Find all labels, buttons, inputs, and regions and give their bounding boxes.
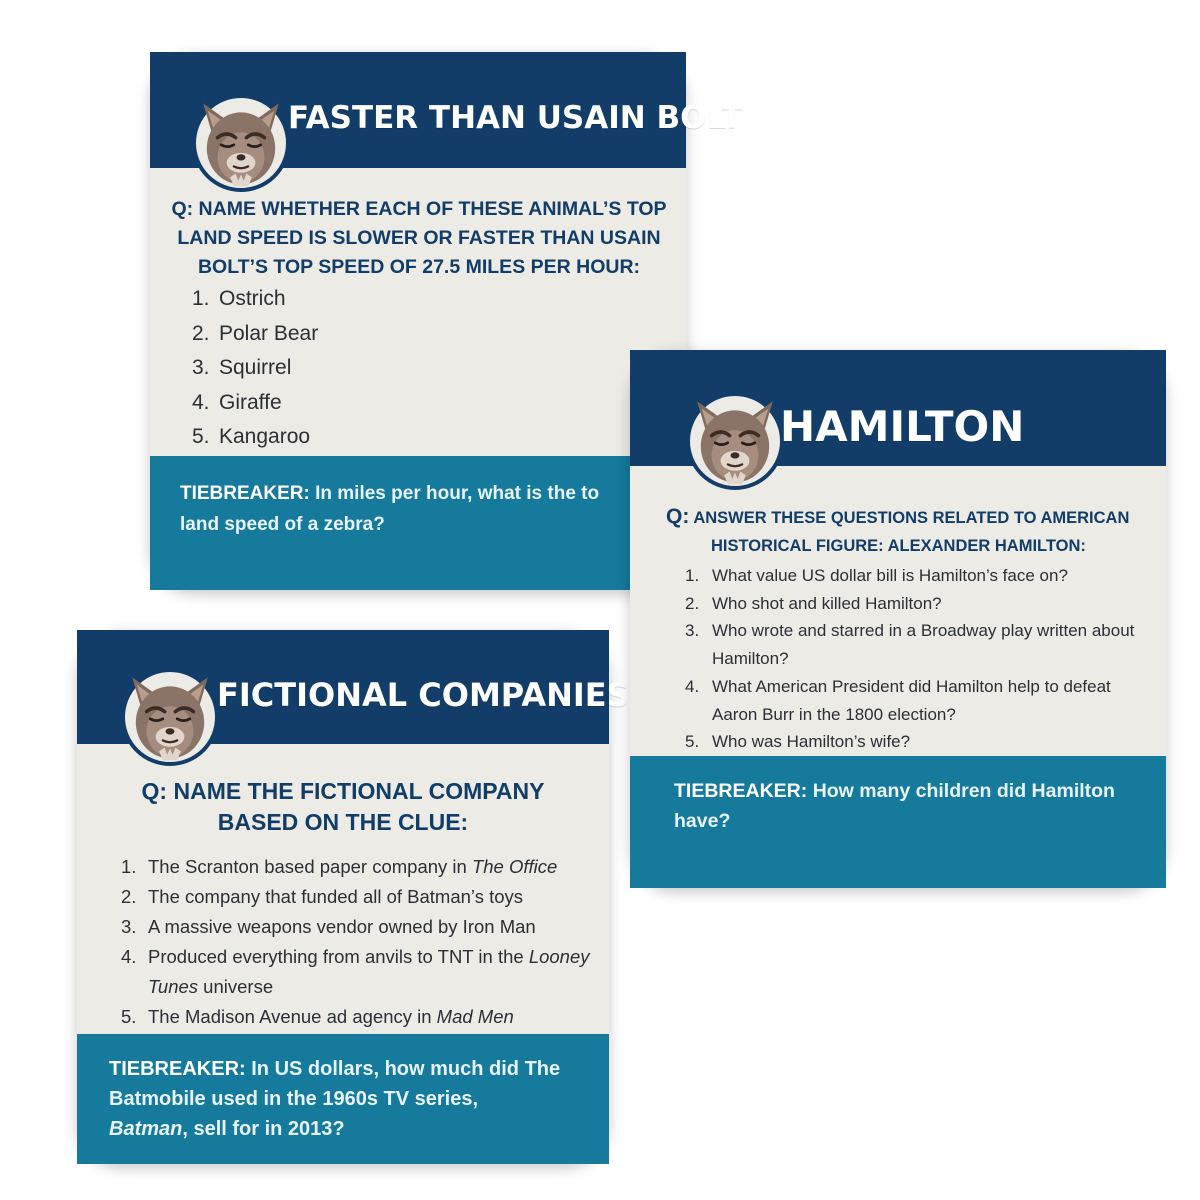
item-number: 4. — [685, 676, 700, 696]
question-body: NAME WHETHER EACH OF THESE ANIMAL’S TOP LAND SPEED IS SLOWER OR FASTER THAN USAIN BOLT’S TOP SPEED OF 27.5 MILES PER HOUR: — [177, 198, 667, 278]
item-text: Giraffe — [219, 390, 282, 414]
item-emphasis: Mad Men — [436, 1006, 514, 1027]
tiebreaker-text: In US dollars, how much did The — [251, 1058, 561, 1080]
owl-mascot-icon — [192, 94, 290, 192]
item-text: What American President did Hamilton help to defeat Aaron Burr in the 1800 election? — [712, 676, 1111, 724]
item-number: 3. — [192, 356, 210, 379]
list-item — [685, 617, 1150, 672]
answer-list — [685, 562, 1150, 756]
question-text — [666, 503, 1156, 560]
tiebreaker-section — [77, 1034, 609, 1164]
list-item — [192, 420, 652, 455]
item-text: The Madison Avenue ad agency in — [148, 1006, 437, 1027]
tiebreaker-label: TIEBREAKER: — [674, 780, 808, 802]
item-text: Who was Hamilton’s wife? — [712, 732, 911, 752]
question-prefix: Q: — [171, 198, 194, 220]
item-number: 1. — [121, 856, 137, 877]
item-number: 2. — [192, 321, 210, 345]
tiebreaker-emphasis: Batman — [109, 1118, 183, 1140]
card-faster-than-usain-bolt — [150, 52, 743, 590]
item-number: 3. — [685, 621, 700, 641]
item-text: Squirrel — [219, 356, 292, 379]
item-text: Kangaroo — [219, 425, 311, 448]
list-item — [685, 562, 1150, 590]
question-body: NAME THE FICTIONAL COMPANY — [173, 778, 545, 804]
list-item — [192, 351, 652, 386]
item-text: The Scranton based paper company in — [148, 856, 472, 877]
answer-list — [121, 852, 591, 1032]
question-text — [77, 776, 609, 838]
card-fictional-companies — [77, 630, 630, 1164]
item-emphasis: Looney Tunes — [148, 946, 590, 997]
question-text — [164, 195, 674, 282]
item-emphasis: The Office — [471, 856, 558, 877]
item-text: Who shot and killed Hamilton? — [712, 593, 942, 613]
tiebreaker-label: TIEBREAKER: — [180, 483, 310, 504]
tiebreaker-text: In miles per hour, what is the to — [315, 483, 600, 504]
item-number: 5. — [121, 1006, 137, 1027]
list-item — [121, 882, 591, 912]
item-number: 5. — [192, 425, 210, 448]
item-text-suffix: universe — [198, 976, 274, 997]
tiebreaker-label: TIEBREAKER: — [109, 1058, 246, 1080]
question-prefix: Q: — [141, 778, 168, 804]
tiebreaker-text-continued: land speed of a zebra? — [180, 514, 385, 535]
card-title: FICTIONAL COMPANIES — [217, 676, 630, 714]
item-number: 4. — [192, 390, 210, 414]
list-item — [192, 317, 652, 352]
list-item — [121, 912, 591, 942]
list-item — [121, 1002, 591, 1032]
card-hamilton — [630, 350, 1166, 888]
item-number: 2. — [121, 886, 137, 907]
item-text: What value US dollar bill is Hamilton’s face on? — [712, 566, 1068, 585]
item-text: Polar Bear — [219, 321, 319, 345]
list-item — [192, 282, 652, 317]
item-text: Ostrich — [219, 287, 286, 310]
question-prefix: Q: — [666, 505, 690, 528]
item-number: 1. — [685, 566, 700, 585]
list-item — [121, 942, 591, 1002]
tiebreaker-section — [150, 456, 686, 590]
tiebreaker-section — [630, 756, 1166, 888]
tiebreaker-text: How many children did Hamilton have? — [674, 780, 1115, 832]
item-text: Who wrote and starred in a Broadway play written about Hamilton? — [712, 621, 1135, 669]
item-text: A massive weapons vendor owned by Iron Man — [148, 916, 536, 937]
item-text: Produced everything from anvils to TNT in the — [148, 946, 529, 967]
list-item — [685, 728, 1150, 756]
card-title: HAMILTON — [780, 402, 1025, 451]
card-title: FASTER THAN USAIN BOLT — [288, 100, 743, 136]
question-body-continued: HISTORICAL FIGURE: ALEXANDER HAMILTON: — [711, 537, 1086, 555]
item-number: 1. — [192, 287, 210, 310]
item-number: 3. — [121, 916, 137, 937]
question-body: ANSWER THESE QUESTIONS RELATED TO AMERICAN — [693, 509, 1130, 527]
owl-mascot-icon — [686, 392, 784, 490]
list-item — [121, 852, 591, 882]
item-number: 2. — [685, 593, 700, 613]
answer-list — [192, 282, 652, 455]
item-number: 4. — [121, 946, 137, 967]
question-body-continued: BASED ON THE CLUE: — [217, 809, 469, 835]
item-number: 5. — [685, 732, 700, 752]
list-item — [685, 590, 1150, 618]
list-item — [685, 673, 1150, 728]
list-item — [192, 386, 652, 421]
item-text: The company that funded all of Batman’s toys — [148, 886, 524, 907]
tiebreaker-text-continued: Batmobile used in the 1960s TV series, — [109, 1088, 479, 1110]
owl-mascot-icon — [121, 668, 219, 766]
tiebreaker-text-end: , sell for in 2013? — [182, 1118, 345, 1140]
